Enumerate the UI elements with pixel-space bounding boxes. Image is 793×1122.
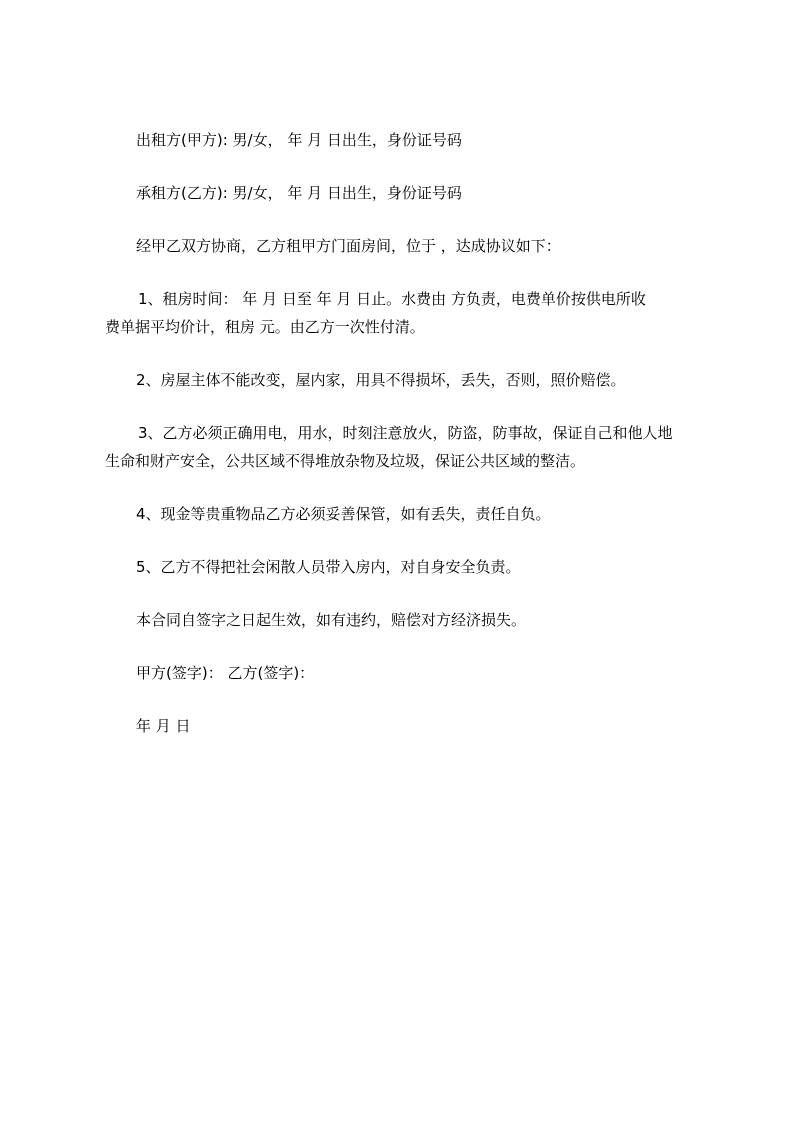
effective-clause: 本合同自签字之日起生效，如有违约，赔偿对方经济损失。 (136, 611, 527, 629)
lessee-line: 承租方(乙方): 男/女， 年 月 日出生，身份证号码 (136, 184, 462, 202)
clause-3-line-2: 生命和财产安全，公共区域不得堆放杂物及垃圾，保证公共区域的整洁。 (105, 452, 586, 470)
clause-3-line-1: 3、乙方必须正确用电，用水，时刻注意放火，防盗，防事故，保证自己和他人地 (138, 424, 673, 442)
clause-1-line-2: 费单据平均价计，租房 元。由乙方一次性付清。 (105, 318, 425, 336)
intro-paragraph: 经甲乙双方协商，乙方租甲方门面房间，位于 ，达成协议如下： (136, 237, 561, 255)
clause-4: 4、现金等贵重物品乙方必须妥善保管，如有丢失，责任自负。 (136, 505, 551, 523)
signature-line: 甲方(签字)： 乙方(签字)： (136, 664, 315, 682)
clause-5: 5、乙方不得把社会闲散人员带入房内，对自身安全负责。 (136, 558, 521, 576)
date-line: 年 月 日 (136, 717, 191, 735)
clause-2: 2、房屋主体不能改变，屋内家，用具不得损坏，丢失，否则，照价赔偿。 (136, 371, 626, 389)
clause-1-line-1: 1、租房时间： 年 月 日至 年 月 日止。水费由 方负责，电费单价按供电所收 (138, 290, 646, 308)
lessor-line: 出租方(甲方): 男/女， 年 月 日出生，身份证号码 (136, 131, 462, 149)
